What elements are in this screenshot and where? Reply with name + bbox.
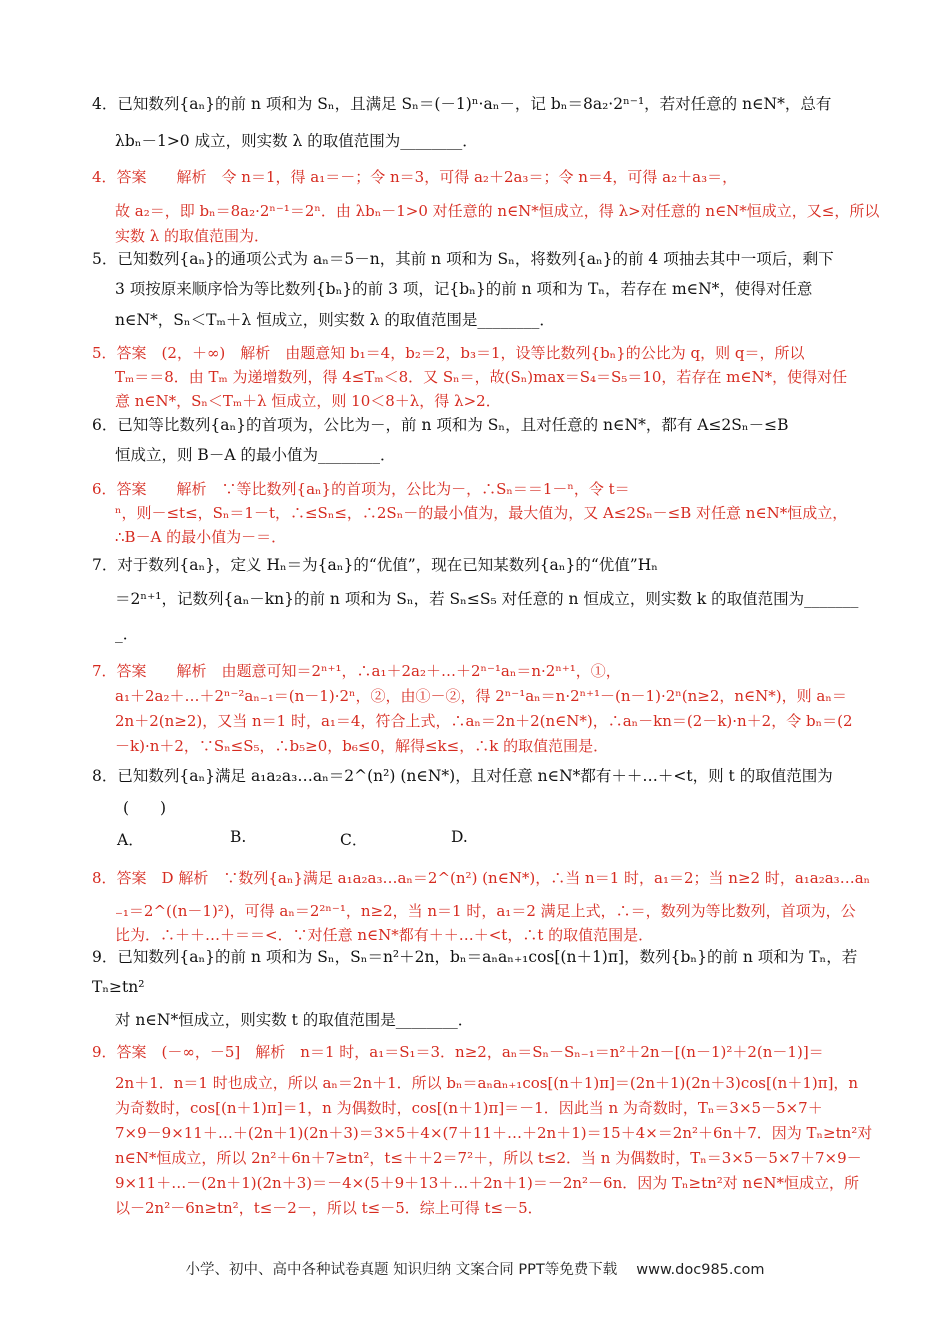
answer-4-line-1: 4．答案 解析 令 n＝1，得 a₁＝－；令 n＝3，可得 a₂＋2a₃＝；令 n＝4，可得 a₂＋a₃＝， <box>92 168 738 186</box>
question-7-line-1: 7．对于数列{aₙ}，定义 Hₙ＝为{aₙ}的“优值”，现在已知某数列{aₙ}的“优值”Hₙ <box>92 556 658 574</box>
answer-6-line-3: ∴B－A 的最小值为－＝． <box>115 528 287 546</box>
question-5-line-3: n∈N*，Sₙ＜Tₘ＋λ 恒成立，则实数 λ 的取值范围是________． <box>115 311 555 329</box>
answer-9-line-5: n∈N*恒成立，所以 2n²＋6n＋7≥tn²，t≤＋＋2＝7²＋，所以 t≤2．当 n 为偶数时，Tₙ＝3×5－5×7＋7×9－ <box>115 1149 862 1167</box>
answer-7-line-1: 7．答案 解析 由题意可知＝2ⁿ⁺¹，∴a₁＋2a₂＋…＋2ⁿ⁻¹aₙ＝n·2ⁿ⁺¹，①， <box>92 662 621 680</box>
answer-9-line-7: 以－2n²－6n≥tn²，t≤－2－，所以 t≤－5．综上可得 t≤－5． <box>115 1199 543 1217</box>
question-4-line-2: λbₙ－1>0 成立，则实数 λ 的取值范围为________． <box>115 132 478 150</box>
answer-8-line-2: ₋₁＝2^((n－1)²)，可得 aₙ＝2²ⁿ⁻¹，n≥2，当 n＝1 时，a₁＝2 满足上式，∴＝，数列为等比数列，首项为，公 <box>115 902 856 920</box>
question-9-line-1: 9．已知数列{aₙ}的前 n 项和为 Sₙ，Sₙ＝n²＋2n，bₙ＝aₙaₙ₊₁cos[(n＋1)π]，数列{bₙ}的前 n 项和为 Tₙ，若 <box>92 948 858 966</box>
answer-8-line-1: 8．答案 D 解析 ∵数列{aₙ}满足 a₁a₂a₃…aₙ＝2^(n²) (n∈N*)，∴当 n＝1 时，a₁＝2；当 n≥2 时，a₁a₂a₃…aₙ <box>92 869 871 887</box>
page-footer: 小学、初中、高中各种试卷真题 知识归纳 文案合同 PPT等免费下载 www.doc985.com <box>185 1262 765 1278</box>
answer-8-line-3: 比为．∴＋＋…＋＝＝<．∵对任意 n∈N*都有＋＋…＋<t，∴t 的取值范围是． <box>115 926 654 944</box>
answer-9-line-3: 为奇数时，cos[(n＋1)π]＝1，n 为偶数时，cos[(n＋1)π]＝－1．因此当 n 为奇数时，Tₙ＝3×5－5×7＋ <box>115 1099 823 1117</box>
question-6-line-2: 恒成立，则 B－A 的最小值为________． <box>115 446 396 464</box>
question-5-line-2: 3 项按原来顺序恰为等比数列{bₙ}的前 3 项，记{bₙ}的前 n 项和为 Tₙ，若存在 m∈N*，使得对任意 <box>115 280 813 298</box>
question-7-line-3: _． <box>115 625 139 643</box>
question-4-line-1: 4．已知数列{aₙ}的前 n 项和为 Sₙ，且满足 Sₙ＝(－1)ⁿ·aₙ－，记 bₙ＝8a₂·2ⁿ⁻¹，若对任意的 n∈N*，总有 <box>92 95 832 113</box>
answer-9-line-1: 9．答案 (－∞，－5] 解析 n＝1 时，a₁＝S₁＝3．n≥2，aₙ＝Sₙ－Sₙ₋₁＝n²＋2n－[(n－1)²＋2(n－1)]＝ <box>92 1043 824 1061</box>
answer-6-line-1: 6．答案 解析 ∵等比数列{aₙ}的首项为，公比为－，∴Sₙ＝＝1－ⁿ，令 t＝ <box>92 480 630 498</box>
question-9-line-2: Tₙ≥tn² <box>92 978 145 996</box>
option-c: C． <box>340 831 368 849</box>
question-9-line-3: 对 n∈N*恒成立，则实数 t 的取值范围是________． <box>115 1011 474 1029</box>
question-8-line-1: 8．已知数列{aₙ}满足 a₁a₂a₃…aₙ＝2^(n²) (n∈N*)，且对任意 n∈N*都有＋＋…＋<t，则 t 的取值范围为 <box>92 767 833 785</box>
answer-7-line-4: －k)·n＋2，∵Sₙ≤S₅，∴b₅≥0，b₆≤0，解得≤k≤，∴k 的取值范围是． <box>115 737 609 755</box>
option-a: A． <box>117 831 144 849</box>
answer-4-line-3: 实数 λ 的取值范围为． <box>115 227 270 245</box>
question-8-line-2: ( ) <box>123 799 167 817</box>
answer-7-line-3: 2n＋2(n≥2)，又当 n＝1 时，a₁＝4，符合上式，∴aₙ＝2n＋2(n∈N*)，∴aₙ－kn＝(2－k)·n＋2，令 bₙ＝(2 <box>115 712 853 730</box>
answer-9-line-2: 2n＋1．n＝1 时也成立，所以 aₙ＝2n＋1．所以 bₙ＝aₙaₙ₊₁cos[(n＋1)π]＝(2n＋1)(2n＋3)cos[(n＋1)π]，n <box>115 1074 859 1092</box>
option-b: B. <box>230 828 247 846</box>
question-6-line-1: 6．已知等比数列{aₙ}的首项为，公比为－，前 n 项和为 Sₙ，且对任意的 n∈N*，都有 A≤2Sₙ－≤B <box>92 416 789 434</box>
question-7-line-2: ＝2ⁿ⁺¹，记数列{aₙ－kn}的前 n 项和为 Sₙ，若 Sₙ≤S₅ 对任意的 n 恒成立，则实数 k 的取值范围为_______ <box>115 590 859 608</box>
answer-5-line-3: 意 n∈N*，Sₙ＜Tₘ＋λ 恒成立，则 10＜8＋λ，得 λ>2． <box>115 392 501 410</box>
answer-7-line-2: a₁＋2a₂＋…＋2ⁿ⁻²aₙ₋₁＝(n－1)·2ⁿ，②，由①－②，得 2ⁿ⁻¹aₙ＝n·2ⁿ⁺¹－(n－1)·2ⁿ(n≥2，n∈N*)，则 aₙ＝ <box>115 687 847 705</box>
question-5-line-1: 5．已知数列{aₙ}的通项公式为 aₙ＝5－n，其前 n 项和为 Sₙ，将数列{aₙ}的前 4 项抽去其中一项后，剩下 <box>92 250 834 268</box>
answer-5-line-2: Tₘ＝＝8．由 Tₘ 为递增数列，得 4≤Tₘ＜8．又 Sₙ＝，故(Sₙ)max＝S₄＝S₅＝10，若存在 m∈N*，使得对任 <box>115 368 848 386</box>
answer-9-line-4: 7×9－9×11＋…＋(2n＋1)(2n＋3)＝3×5＋4×(7＋11＋…＋2n＋1)＝15＋4×＝2n²＋6n＋7．因为 Tₙ≥tn²对 <box>115 1124 873 1142</box>
answer-6-line-2: ⁿ，则－≤t≤，Sₙ＝1－t，∴≤Sₙ≤，∴2Sₙ－的最小值为，最大值为，又 A≤2Sₙ－≤B 对任意 n∈N*恒成立， <box>115 504 848 522</box>
answer-5-line-1: 5．答案 (2，＋∞) 解析 由题意知 b₁＝4，b₂＝2，b₃＝1，设等比数列{bₙ}的公比为 q，则 q＝，所以 <box>92 344 805 362</box>
option-d: D. <box>451 828 468 846</box>
answer-4-line-2: 故 a₂＝，即 bₙ＝8a₂·2ⁿ⁻¹＝2ⁿ．由 λbₙ－1>0 对任意的 n∈N*恒成立，得 λ>对任意的 n∈N*恒成立，又≤，所以 <box>115 202 880 220</box>
answer-9-line-6: 9×11＋…－(2n＋1)(2n＋3)＝－4×(5＋9＋13＋…＋2n＋1)＝－2n²－6n．因为 Tₙ≥tn²对 n∈N*恒成立，所 <box>115 1174 859 1192</box>
